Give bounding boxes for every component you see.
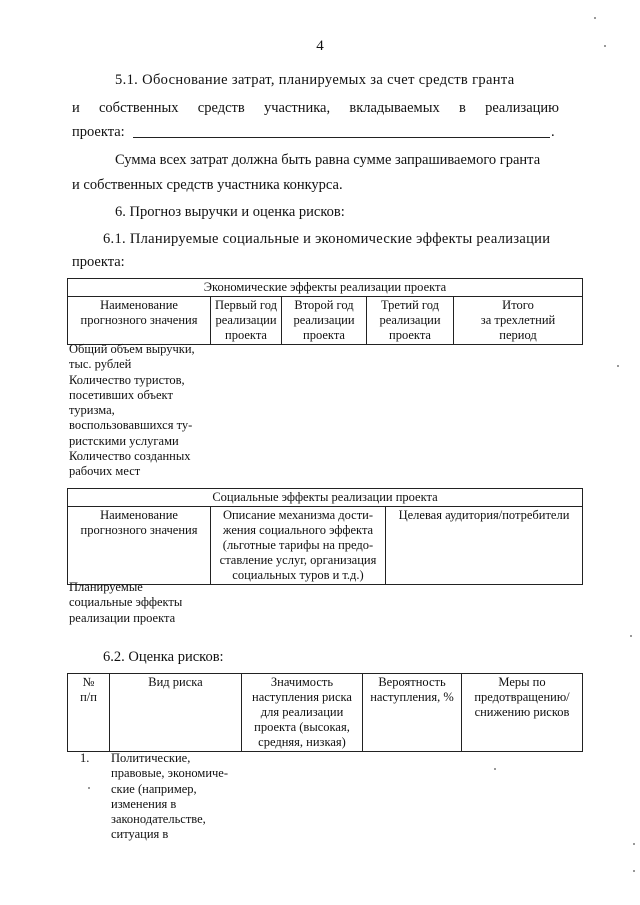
section-5-1-word: участника,	[263, 100, 331, 116]
row-label-line: воспользовавшихся ту-	[69, 418, 193, 433]
social-header-mechanism	[211, 507, 386, 585]
header-line: период	[499, 328, 537, 342]
header-line: Вид риска	[148, 675, 203, 689]
header-line: Вероятность	[378, 675, 446, 689]
header-line: прогнозного значения	[80, 523, 198, 537]
scan-speck	[604, 45, 606, 47]
section-5-1-word: реализацию	[485, 100, 559, 116]
econ-row-labels	[69, 342, 195, 480]
section-5-1-word: в	[458, 100, 466, 116]
scan-speck	[630, 635, 632, 637]
section-5-1-word: средств	[197, 100, 245, 116]
header-line: Наименование	[100, 298, 178, 312]
row-label-line: посетивших объект	[69, 387, 173, 402]
header-line: Меры по	[498, 675, 546, 689]
header-line: Третий год	[381, 298, 439, 312]
fill-in-blank-line	[133, 137, 550, 138]
header-line: проекта	[225, 328, 267, 342]
scan-speck	[633, 843, 635, 845]
risk-type-line: изменения в	[111, 796, 177, 811]
header-line: прогнозного значения	[80, 313, 198, 327]
risk-header-probability	[363, 674, 462, 752]
header-line: жения социального эффекта	[222, 523, 374, 537]
row-label-line: рабочих мест	[69, 464, 141, 479]
row-label-line: реализации проекта	[69, 610, 176, 625]
economic-effects-table	[67, 278, 583, 345]
header-line: средняя, низкая)	[258, 735, 346, 749]
risk-type-line: правовые, экономиче-	[111, 766, 229, 781]
econ-header-year1	[211, 297, 282, 345]
header-line: Второй год	[294, 298, 354, 312]
economic-table-title: Экономические эффекты реализации проекта	[68, 279, 583, 297]
section-6-1-line2: проекта:	[72, 254, 125, 270]
header-line: наступления риска	[252, 690, 352, 704]
risk-type-line: Политические,	[111, 751, 191, 765]
header-line: Итого	[502, 298, 534, 312]
section-6-2-heading: 6.2. Оценка рисков:	[103, 649, 224, 665]
header-line: проекта (высокая,	[254, 720, 350, 734]
social-table-title: Социальные эффекты реализации проекта	[68, 489, 583, 507]
header-line: социальных туров и т.д.)	[232, 568, 364, 582]
section-5-1-word: и	[72, 100, 80, 116]
header-line: реализации	[293, 313, 355, 327]
section-5-1-line2	[72, 99, 559, 117]
scan-speck	[88, 787, 90, 789]
risk-type-line: ситуация в	[111, 827, 169, 842]
econ-header-name	[68, 297, 211, 345]
econ-header-year2	[282, 297, 367, 345]
risk-assessment-table	[67, 673, 583, 752]
row-label-line: туризма,	[69, 403, 115, 418]
section-6-1-line1: 6.1. Планируемые социальные и экономические эффекты реализации	[103, 231, 551, 247]
header-line: Описание механизма дости-	[222, 508, 374, 522]
social-header-audience	[386, 507, 583, 585]
risk-row-type-lines	[111, 751, 228, 843]
header-line: п/п	[80, 690, 97, 704]
risk-type-line: законодательстве,	[111, 812, 206, 827]
row-label-line: Планируемые	[69, 580, 143, 594]
header-line: Значимость	[270, 675, 334, 689]
section-5-1-line3-end: .	[551, 124, 555, 140]
scan-speck	[633, 870, 635, 872]
econ-header-total	[454, 297, 583, 345]
header-line: предотвращению/	[474, 690, 570, 704]
row-label-line: социальные эффекты	[69, 595, 183, 610]
risk-row-number: 1.	[80, 751, 90, 765]
row-label-line: Общий объем выручки,	[69, 342, 195, 356]
scan-speck	[617, 365, 619, 367]
header-line: реализации	[215, 313, 277, 327]
header-line: проекта	[389, 328, 431, 342]
header-line: Наименование	[100, 508, 178, 522]
social-header-name	[68, 507, 211, 585]
header-line: снижению рисков	[474, 705, 570, 719]
sum-note-line1: Сумма всех затрат должна быть равна сумме запрашиваемого гранта	[115, 152, 541, 168]
sum-note-line2: и собственных средств участника конкурса.	[72, 177, 343, 193]
social-effects-table	[67, 488, 583, 585]
row-label-line: Количество туристов,	[69, 372, 185, 387]
risk-header-significance	[242, 674, 363, 752]
risk-header-type	[110, 674, 242, 752]
header-line: для реализации	[260, 705, 344, 719]
header-line: №	[82, 675, 95, 689]
header-line: Первый год	[214, 298, 277, 312]
header-line: реализации	[379, 313, 441, 327]
header-line: ставление услуг, организация	[219, 553, 377, 567]
section-6-heading: 6. Прогноз выручки и оценка рисков:	[115, 204, 345, 220]
header-line: (льготные тарифы на предо-	[222, 538, 374, 552]
header-line: наступления, %	[370, 690, 454, 704]
social-row-labels	[69, 580, 182, 626]
header-line: за трехлетний	[480, 313, 556, 327]
risk-header-number	[68, 674, 110, 752]
section-5-1-word: собственных	[99, 100, 179, 116]
page-number: 4	[316, 38, 324, 54]
risk-header-measures	[462, 674, 583, 752]
header-line: проекта	[303, 328, 345, 342]
section-5-1-word: вкладываемых	[349, 100, 440, 116]
row-label-line: ристскими услугами	[69, 433, 179, 448]
risk-type-line: ские (например,	[111, 781, 197, 796]
section-5-1-line1: 5.1. Обоснование затрат, планируемых за счет средств гранта	[115, 72, 515, 88]
row-label-line: Количество созданных	[69, 449, 191, 464]
section-5-1-line3: проекта:	[72, 124, 125, 140]
scan-speck	[494, 768, 496, 770]
econ-header-year3	[367, 297, 454, 345]
header-line: Целевая аудитория/потребители	[398, 508, 570, 522]
scan-speck	[594, 17, 596, 19]
row-label-line: тыс. рублей	[69, 357, 132, 372]
